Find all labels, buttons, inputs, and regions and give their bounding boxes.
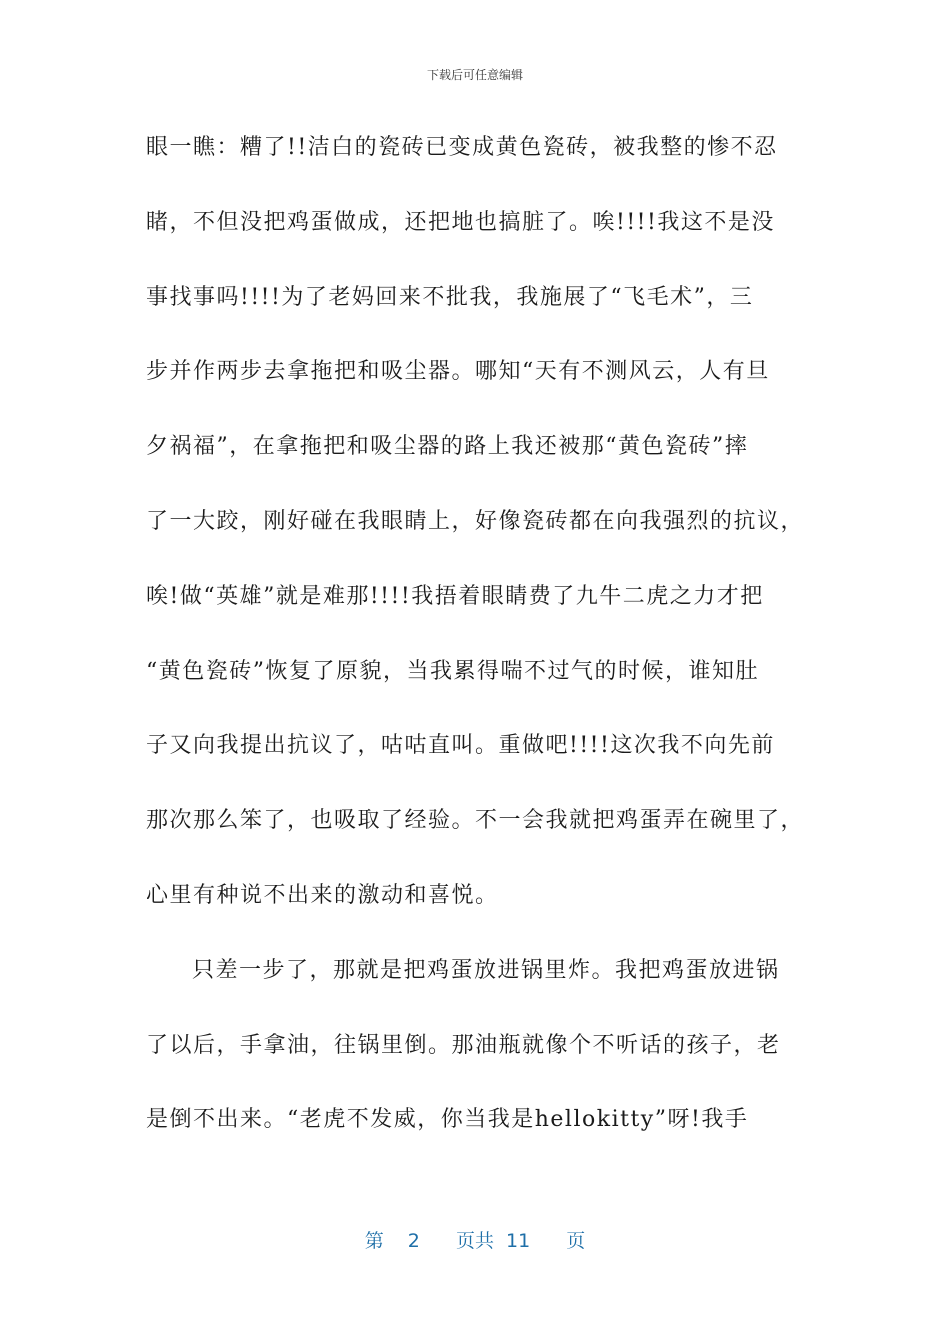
text-line: “黄色瓷砖”恢复了原貌，当我累得喘不过气的时候，谁知肚 xyxy=(146,658,759,684)
text-line: 了一大跤，刚好碰在我眼睛上，好像瓷砖都在向我强烈的抗议， xyxy=(146,508,805,534)
text-line: 是倒不出来。“老虎不发威，你当我是hellokitty”呀!我手 xyxy=(146,1107,749,1133)
text-line: 唉!做“英雄”就是难那!!!!我捂着眼睛费了九牛二虎之力才把 xyxy=(146,583,764,609)
text-line: 心里有种说不出来的激动和喜悦。 xyxy=(146,882,499,908)
text-line: 步并作两步去拿拖把和吸尘器。哪知“天有不测风云，人有旦 xyxy=(146,359,770,385)
text-line: 睹，不但没把鸡蛋做成，还把地也搞脏了。唉!!!!我这不是没 xyxy=(146,209,775,235)
page-number-text: 第 2 页共 11 页 xyxy=(364,1230,586,1252)
page-header: 下载后可任意编辑 xyxy=(426,68,523,82)
text-line: 子又向我提出抗议了，咕咕直叫。重做吧!!!!这次我不向先前 xyxy=(146,733,775,759)
text-line: 眼一瞧：糟了!!洁白的瓷砖已变成黄色瓷砖，被我整的惨不忍 xyxy=(146,135,778,160)
text-line: 了以后，手拿油，往锅里倒。那油瓶就像个不听话的孩子，老 xyxy=(146,1032,781,1058)
text-line: 那次那么笨了，也吸取了经验。不一会我就把鸡蛋弄在碗里了， xyxy=(146,808,805,834)
paragraph-first-line: 只差一步了，那就是把鸡蛋放进锅里炸。我把鸡蛋放进锅 xyxy=(192,957,780,983)
document-body xyxy=(146,120,814,1167)
text-line: 事找事吗!!!!为了老妈回来不批我，我施展了“飞毛术”，三 xyxy=(146,284,754,310)
text-line: 夕祸福”，在拿拖把和吸尘器的路上我还被那“黄色瓷砖”摔 xyxy=(146,434,749,460)
page-number-footer xyxy=(0,1226,950,1253)
